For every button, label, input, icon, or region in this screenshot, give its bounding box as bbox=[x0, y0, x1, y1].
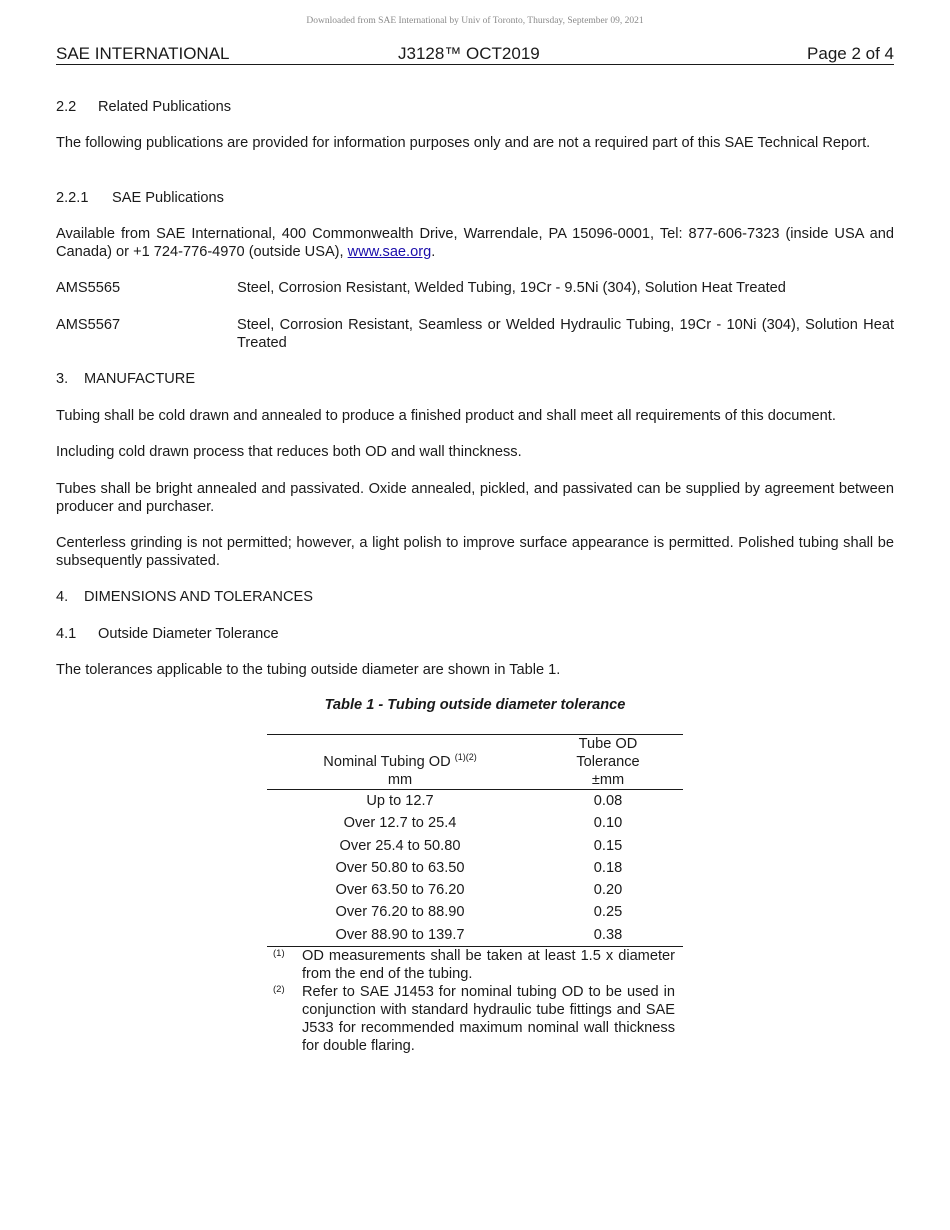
reference-title: Steel, Corrosion Resistant, Welded Tubing, 19Cr - 9.5Ni (304), Solution Heat Treated bbox=[237, 280, 786, 296]
table-footnote-2 bbox=[273, 983, 675, 1055]
table-footnote-1 bbox=[273, 947, 675, 983]
table-row bbox=[267, 924, 683, 947]
cell-tolerance: 0.10 bbox=[593, 815, 623, 832]
section-number: 4.1 bbox=[56, 626, 77, 642]
section-title: Related Publications bbox=[98, 99, 232, 115]
cell-tolerance: 0.15 bbox=[593, 837, 623, 854]
column-header-unit: mm bbox=[387, 772, 413, 788]
paragraph-manufacture-2: Including cold drawn process that reduces both OD and wall thinckness. bbox=[56, 444, 522, 460]
cell-tolerance: 0.18 bbox=[593, 859, 623, 876]
header-doc-id: J3128™ OCT2019 bbox=[398, 44, 540, 63]
download-watermark: Downloaded from SAE International by Univ of Toronto, Thursday, September 09, 2021 bbox=[306, 16, 644, 26]
cell-tolerance: 0.08 bbox=[593, 793, 623, 809]
table-row bbox=[267, 857, 683, 879]
table-row bbox=[267, 879, 683, 901]
cell-nominal-od: Up to 12.7 bbox=[366, 793, 434, 809]
cell-nominal-od: Over 88.90 to 139.7 bbox=[335, 926, 465, 943]
section-title: Outside Diameter Tolerance bbox=[98, 626, 279, 642]
cell-tolerance: 0.25 bbox=[593, 904, 623, 921]
heading-4 bbox=[56, 588, 894, 606]
section-number: 3. bbox=[56, 371, 69, 387]
paragraph-sae-publications bbox=[56, 225, 894, 261]
cell-tolerance: 0.38 bbox=[593, 926, 623, 943]
header-org: SAE INTERNATIONAL bbox=[56, 44, 230, 63]
section-title: MANUFACTURE bbox=[84, 371, 196, 387]
heading-4-1 bbox=[56, 625, 894, 643]
heading-2-2-1 bbox=[56, 189, 894, 207]
column-header-line: Tolerance bbox=[576, 754, 640, 770]
reference-ams5567 bbox=[56, 316, 894, 352]
cell-nominal-od: Over 12.7 to 25.4 bbox=[343, 815, 457, 832]
reference-code: AMS5567 bbox=[56, 317, 121, 333]
table-header-row bbox=[267, 735, 683, 790]
table-row bbox=[267, 835, 683, 857]
paragraph-related-publications: The following publications are provided for information purposes only and are not a required part of this SAE Technical Report. bbox=[56, 135, 871, 151]
reference-title: Steel, Corrosion Resistant, Seamless or Welded Hydraulic Tubing, 19Cr - 10Ni (304), Solution Heat Treated bbox=[237, 317, 894, 351]
cell-tolerance: 0.20 bbox=[593, 882, 623, 899]
footnote-mark: (1) bbox=[273, 948, 285, 959]
column-header-line: Tube OD bbox=[578, 736, 638, 752]
footnote-text: OD measurements shall be taken at least 1.5 x diameter from the end of the tubing. bbox=[302, 948, 675, 982]
cell-nominal-od: Over 25.4 to 50.80 bbox=[339, 837, 461, 854]
heading-2-2 bbox=[56, 98, 894, 116]
availability-text: Available from SAE International, 400 Commonwealth Drive, Warrendale, PA 15096-0001, Tel: 877-606-7323 (inside USA and Canada) or +1 724-776-4970 (outside USA), bbox=[56, 226, 894, 260]
paragraph-manufacture-1: Tubing shall be cold drawn and annealed to produce a finished product and shall meet all requirements of this document. bbox=[56, 408, 836, 424]
page-header bbox=[56, 44, 894, 65]
section-title: SAE Publications bbox=[112, 190, 224, 206]
cell-nominal-od: Over 76.20 to 88.90 bbox=[335, 904, 465, 921]
table-row bbox=[267, 790, 683, 813]
availability-end: . bbox=[431, 244, 436, 260]
section-number: 2.2 bbox=[56, 99, 77, 115]
column-header-nominal-od bbox=[267, 735, 533, 790]
column-header-unit: ±mm bbox=[591, 772, 625, 788]
heading-3 bbox=[56, 370, 894, 388]
header-page-number: Page 2 of 4 bbox=[807, 44, 894, 63]
reference-ams5565 bbox=[56, 279, 894, 297]
footnote-reference: (1)(2) bbox=[454, 752, 477, 763]
table-caption: Table 1 - Tubing outside diameter tolerance bbox=[324, 697, 626, 713]
paragraph-manufacture-4: Centerless grinding is not permitted; however, a light polish to improve surface appearance is permitted. Polished tubing shall be subsequently passivated. bbox=[56, 535, 894, 569]
footnote-mark: (2) bbox=[273, 984, 285, 995]
column-header-tolerance bbox=[533, 735, 683, 790]
footnote-text: Refer to SAE J1453 for nominal tubing OD to be used in conjunction with standard hydraulic tube fittings and SAE J533 for recommended maximum nominal wall thickness for double flaring. bbox=[302, 984, 675, 1054]
paragraph-od-tolerance: The tolerances applicable to the tubing outside diameter are shown in Table 1. bbox=[56, 662, 561, 678]
cell-nominal-od: Over 50.80 to 63.50 bbox=[335, 859, 465, 876]
section-number: 4. bbox=[56, 589, 69, 605]
section-title: DIMENSIONS AND TOLERANCES bbox=[84, 589, 313, 605]
section-number: 2.2.1 bbox=[56, 190, 89, 206]
cell-nominal-od: Over 63.50 to 76.20 bbox=[335, 882, 465, 899]
reference-code: AMS5565 bbox=[56, 280, 121, 296]
sae-website-link[interactable]: www.sae.org bbox=[347, 244, 432, 260]
table-row bbox=[267, 901, 683, 923]
table-row bbox=[267, 812, 683, 834]
column-header-label: Nominal Tubing OD bbox=[323, 754, 455, 770]
paragraph-manufacture-3: Tubes shall be bright annealed and passivated. Oxide annealed, pickled, and passivated can be supplied by agreement between producer and purchaser. bbox=[56, 481, 894, 515]
tolerance-table bbox=[267, 734, 683, 947]
